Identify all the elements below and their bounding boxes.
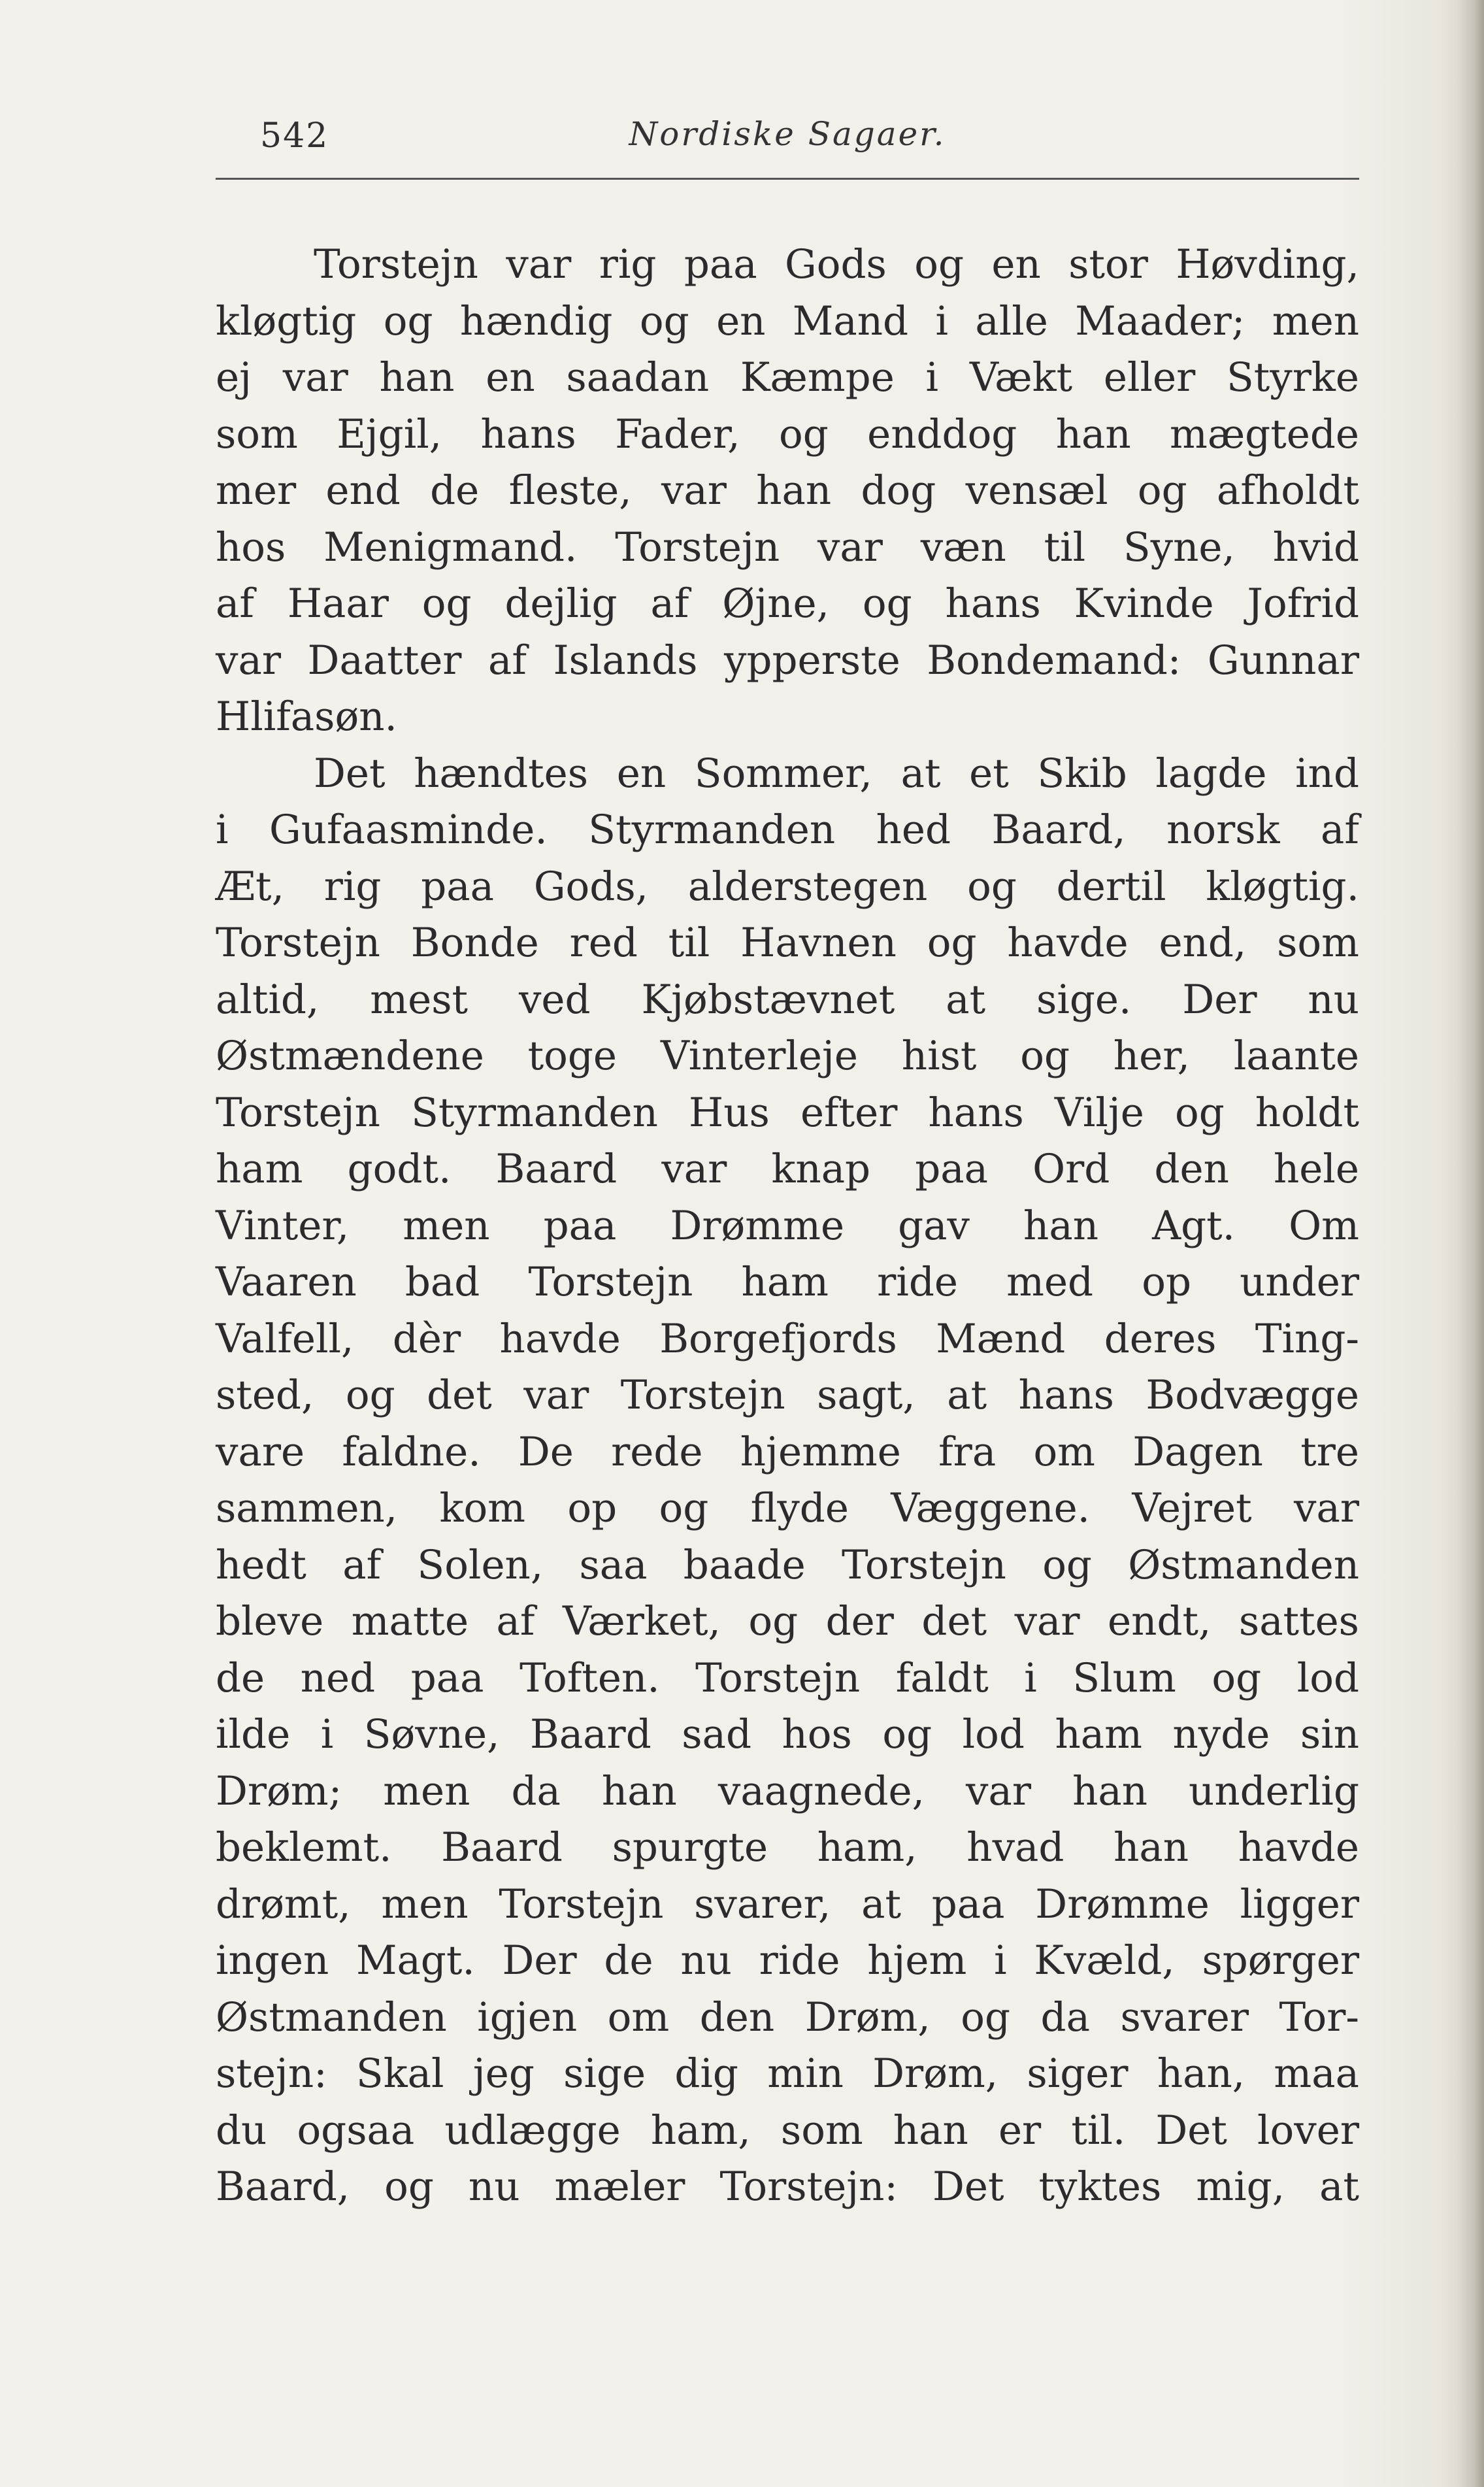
text-line: Det hændtes en Sommer, at et Skib lagde ind: [314, 750, 1359, 797]
text-line: Æt, rig paa Gods, alderstegen og dertil kløgtig.: [216, 863, 1359, 910]
text-line: bleve matte af Værket, og der det var endt, sattes: [216, 1598, 1359, 1644]
text-line: stejn: Skal jeg sige dig min Drøm, siger han, maa: [216, 2050, 1359, 2097]
text-line: kløgtig og hændig og en Mand i alle Maader; men: [216, 297, 1359, 344]
text-line: drømt, men Torstejn svarer, at paa Drømme ligger: [216, 1880, 1359, 1928]
text-line: ilde i Søvne, Baard sad hos og lod ham nyde sin: [216, 1711, 1359, 1758]
text-line: mer end de fleste, var han dog vensæl og afholdt: [216, 467, 1359, 514]
running-title: Nordiske Sagaer.: [629, 115, 946, 153]
text-line: Valfell, dèr havde Borgefjords Mænd deres Ting-: [216, 1315, 1359, 1362]
text-line: Drøm; men da han vaagnede, var han underlig: [216, 1767, 1359, 1814]
header-rule: [216, 178, 1359, 180]
body-text: [216, 237, 1359, 2216]
text-line: altid, mest ved Kjøbstævnet at sige. Der nu: [216, 976, 1359, 1023]
text-line: Østmændene toge Vinterleje hist og her, laante: [216, 1033, 1359, 1079]
text-line: var Daatter af Islands ypperste Bondemand: Gunnar: [216, 637, 1359, 684]
text-line: ej var han en saadan Kæmpe i Vækt eller Styrke: [216, 354, 1359, 401]
text-line: vare faldne. De rede hjemme fra om Dagen tre: [216, 1428, 1359, 1475]
text-line: de ned paa Toften. Torstejn faldt i Slum og lod: [216, 1654, 1359, 1701]
text-line: Vinter, men paa Drømme gav han Agt. Om: [216, 1202, 1359, 1249]
text-line: beklemt. Baard spurgte ham, hvad han havde: [216, 1824, 1359, 1871]
text-line: som Ejgil, hans Fader, og enddog han mægtede: [216, 410, 1359, 458]
text-line: Torstejn var rig paa Gods og en stor Høvding,: [314, 241, 1359, 288]
text-line: ham godt. Baard var knap paa Ord den hele: [216, 1146, 1359, 1192]
page-edge-shadow: [1458, 0, 1484, 2487]
text-line: af Haar og dejlig af Øjne, og hans Kvinde Jofrid: [216, 580, 1359, 627]
text-line: Hlifasøn.: [216, 693, 397, 740]
page-header: [216, 111, 1359, 163]
text-line: sammen, kom op og flyde Væggene. Vejret var: [216, 1485, 1359, 1531]
text-line: i Gufaasminde. Styrmanden hed Baard, norsk af: [216, 807, 1359, 853]
text-line: Baard, og nu mæler Torstejn: Det tyktes mig, at: [216, 2163, 1359, 2210]
text-line: Østmanden igjen om den Drøm, og da svarer Tor-: [216, 1994, 1359, 2041]
text-line: Torstejn Styrmanden Hus efter hans Vilje og holdt: [216, 1089, 1359, 1136]
text-line: hos Menigmand. Torstejn var væn til Syne, hvid: [216, 524, 1359, 571]
text-line: hedt af Solen, saa baade Torstejn og Østmanden: [216, 1541, 1359, 1588]
text-line: Torstejn Bonde red til Havnen og havde end, som: [216, 920, 1359, 966]
text-line: Vaaren bad Torstejn ham ride med op under: [216, 1259, 1359, 1305]
text-line: du ogsaa udlægge ham, som han er til. Det lover: [216, 2107, 1359, 2154]
page-number: 542: [260, 116, 329, 156]
text-line: sted, og det var Torstejn sagt, at hans Bodvægge: [216, 1372, 1359, 1418]
text-line: ingen Magt. Der de nu ride hjem i Kvæld, spørger: [216, 1937, 1359, 1984]
